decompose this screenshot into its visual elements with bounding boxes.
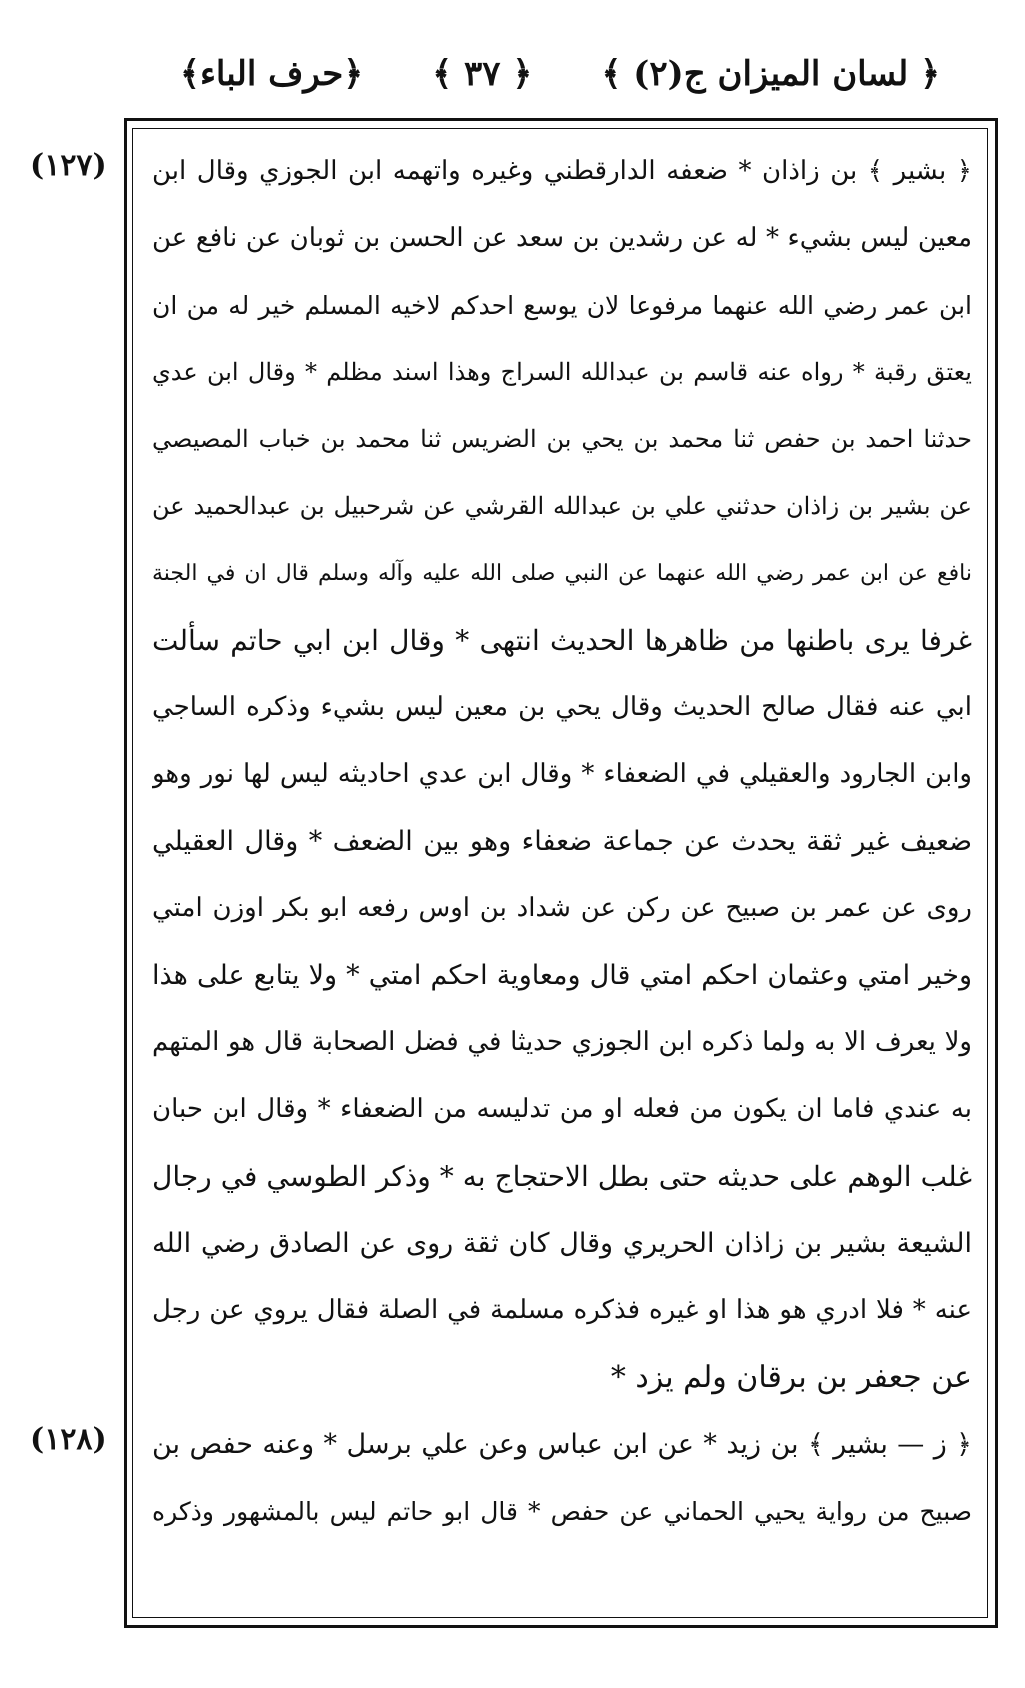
section-title: ﴿حرف الباء﴾ <box>180 53 364 94</box>
text-line: عنه * فلا ادري هو هذا او غيره فذكره مسلمة في الصلة فقال يروي عن رجل <box>152 1295 972 1325</box>
text-line: ابي عنه فقال صالح الحديث وقال يحي بن معين ليس بشيء وذكره الساجي <box>152 692 972 722</box>
text-line: الشيعة بشير بن زاذان الحريري وقال كان ثقة روى عن الصادق رضي الله <box>152 1228 972 1259</box>
page-number: ﴿ ٣٧ ﴾ <box>432 53 533 94</box>
text-line: حدثنا احمد بن حفص ثنا محمد بن يحي بن الضريس ثنا محمد بن خباب المصيصي <box>152 425 972 453</box>
text-line: نافع عن ابن عمر رضي الله عنهما عن النبي صلى الله عليه وآله وسلم قال ان في الجنة <box>152 561 972 586</box>
entry-text <box>152 1411 972 1545</box>
text-line: ابن عمر رضي الله عنهما مرفوعا لان يوسع احدكم لاخيه المسلم خير له من ان <box>152 291 972 320</box>
text-line: روى عن عمر بن صبيح عن ركن عن شداد بن اوس رفعه ابو بكر اوزن امتي <box>152 893 972 923</box>
text-line: غرفا يرى باطنها من ظاهرها الحديث انتهى * وقال ابن ابي حاتم سألت <box>152 624 972 657</box>
entry-number: (١٢٨) <box>30 1422 107 1457</box>
text-line: وخير امتي وعثمان احكم امتي قال ومعاوية احكم امتي * ولا يتابع على هذا <box>152 960 972 991</box>
text-line: صبيح من رواية يحيي الحماني عن حفص * قال ابو حاتم ليس بالمشهور وذكره <box>152 1497 972 1526</box>
text-line: ضعيف غير ثقة يحدث عن جماعة ضعفاء وهو بين الضعف * وقال العقيلي <box>152 826 972 857</box>
text-line: معين ليس بشيء * له عن رشدين بن سعد عن الحسن بن ثوبان عن نافع عن <box>152 223 972 253</box>
text-line: عن جعفر بن برقان ولم يزد * <box>610 1360 972 1395</box>
entry-number: (١٢٧) <box>30 148 107 183</box>
text-line: عن بشير بن زاذان حدثني علي بن عبدالله القرشي عن شرحبيل بن عبدالحميد عن <box>152 492 972 520</box>
book-title: ﴿ لسان الميزان ج(٢) ﴾ <box>601 53 940 94</box>
text-line: به عندي فاما ان يكون من فعله او من تدليسه من الضعفاء * وقال ابن حبان <box>152 1094 972 1124</box>
entry-text <box>152 138 972 1411</box>
text-line: وابن الجارود والعقيلي في الضعفاء * وقال ابن عدي احاديثه ليس لها نور وهو <box>152 759 972 789</box>
text-line: غلب الوهم على حديثه حتى بطل الاحتجاج به * وذكر الطوسي في رجال <box>152 1160 972 1193</box>
text-line: ﴿ ز — بشير ﴾ بن زيد * عن ابن عباس وعن علي برسل * وعنه حفص بن <box>152 1429 972 1460</box>
text-line: ﴿ بشير ﴾ بن زاذان * ضعفه الدارقطني وغيره واتهمه ابن الجوزي وقال ابن <box>152 156 972 186</box>
page-header <box>180 48 940 98</box>
text-line: يعتق رقبة * رواه عنه قاسم بن عبدالله السراج وهذا اسند مظلم * وقال ابن عدي <box>152 358 972 386</box>
text-line: ولا يعرف الا به ولما ذكره ابن الجوزي حديثا في فضل الصحابة قال هو المتهم <box>152 1027 972 1057</box>
